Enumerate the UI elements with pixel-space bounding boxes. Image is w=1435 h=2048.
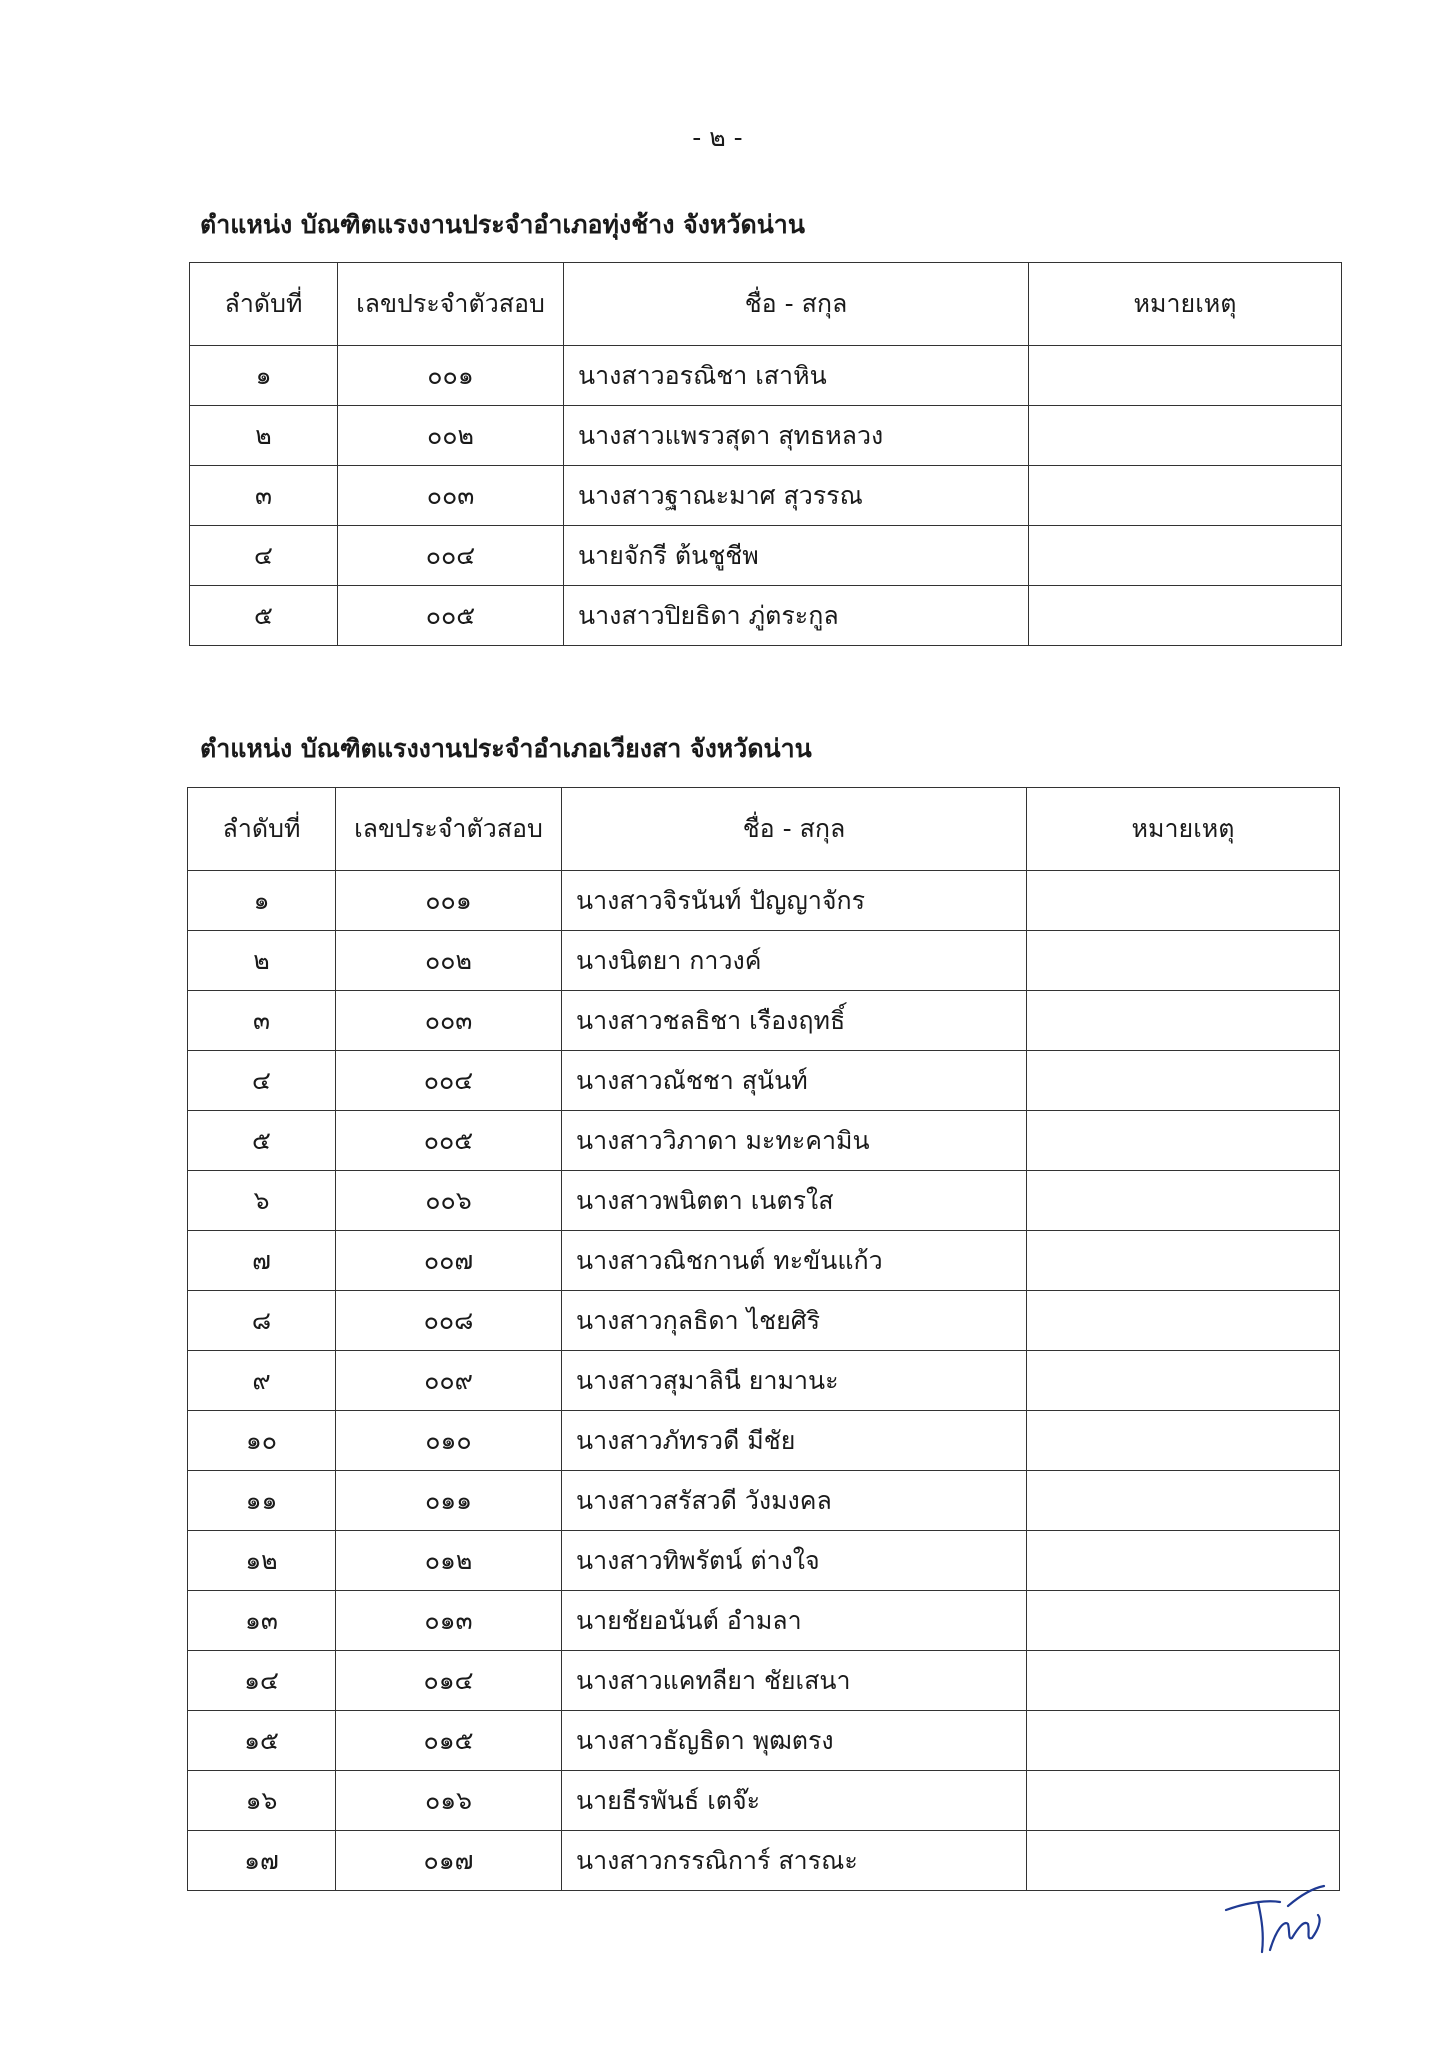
cell-exam-id: ๐๐๔ bbox=[338, 526, 564, 586]
cell-exam-id: ๐๐๕ bbox=[336, 1111, 562, 1171]
cell-exam-id: ๐๐๒ bbox=[336, 931, 562, 991]
cell-remark bbox=[1027, 1531, 1340, 1591]
cell-no: ๒ bbox=[188, 931, 336, 991]
header-name: ชื่อ - สกุล bbox=[564, 263, 1029, 346]
cell-no: ๘ bbox=[188, 1291, 336, 1351]
table-row bbox=[188, 991, 1340, 1051]
cell-name: นางสาวอรณิชา เสาหิน bbox=[564, 346, 1029, 406]
cell-name: นางสาวพนิตตา เนตรใส bbox=[562, 1171, 1027, 1231]
table-row bbox=[190, 406, 1342, 466]
header-name: ชื่อ - สกุล bbox=[562, 788, 1027, 871]
cell-no: ๑ bbox=[188, 871, 336, 931]
cell-name: นางสาววิภาดา มะทะคามิน bbox=[562, 1111, 1027, 1171]
cell-no: ๑ bbox=[190, 346, 338, 406]
table-row bbox=[188, 931, 1340, 991]
cell-exam-id: ๐๑๔ bbox=[336, 1651, 562, 1711]
cell-name: นางสาวณิชกานต์ ทะขันแก้ว bbox=[562, 1231, 1027, 1291]
table-row bbox=[188, 871, 1340, 931]
cell-remark bbox=[1027, 1411, 1340, 1471]
cell-exam-id: ๐๐๓ bbox=[338, 466, 564, 526]
cell-exam-id: ๐๐๗ bbox=[336, 1231, 562, 1291]
table-row bbox=[188, 1771, 1340, 1831]
cell-name: นางสาวกรรณิการ์ สารณะ bbox=[562, 1831, 1027, 1891]
cell-exam-id: ๐๐๔ bbox=[336, 1051, 562, 1111]
page-number: - ๒ - bbox=[692, 123, 743, 152]
cell-name: นางสาวปิยธิดา ภู่ตระกูล bbox=[564, 586, 1029, 646]
cell-remark bbox=[1027, 1171, 1340, 1231]
cell-remark bbox=[1029, 406, 1342, 466]
cell-exam-id: ๐๑๖ bbox=[336, 1771, 562, 1831]
cell-exam-id: ๐๐๙ bbox=[336, 1351, 562, 1411]
cell-remark bbox=[1029, 586, 1342, 646]
cell-no: ๑๒ bbox=[188, 1531, 336, 1591]
candidate-table bbox=[187, 787, 1340, 1891]
cell-remark bbox=[1027, 991, 1340, 1051]
section-heading: ตำแหน่ง บัณฑิตแรงงานประจำอำเภอทุ่งช้าง จังหวัดน่าน bbox=[200, 210, 805, 239]
table-row bbox=[188, 1471, 1340, 1531]
cell-no: ๓ bbox=[188, 991, 336, 1051]
candidate-table bbox=[189, 262, 1342, 646]
table-row bbox=[188, 1711, 1340, 1771]
cell-name: นางสาวจิรนันท์ ปัญญาจักร bbox=[562, 871, 1027, 931]
cell-remark bbox=[1029, 466, 1342, 526]
cell-no: ๑๐ bbox=[188, 1411, 336, 1471]
cell-no: ๑๔ bbox=[188, 1651, 336, 1711]
table-row bbox=[190, 526, 1342, 586]
cell-exam-id: ๐๐๒ bbox=[338, 406, 564, 466]
cell-remark bbox=[1027, 1651, 1340, 1711]
cell-remark bbox=[1027, 1291, 1340, 1351]
cell-name: นางสาวธัญธิดา พุฒตรง bbox=[562, 1711, 1027, 1771]
cell-exam-id: ๐๑๗ bbox=[336, 1831, 562, 1891]
cell-name: นางสาวชลธิชา เรืองฤทธิ์ bbox=[562, 991, 1027, 1051]
table-row bbox=[188, 1531, 1340, 1591]
cell-no: ๓ bbox=[190, 466, 338, 526]
cell-exam-id: ๐๐๑ bbox=[338, 346, 564, 406]
table-row bbox=[188, 1051, 1340, 1111]
signature-image bbox=[1218, 1880, 1328, 1960]
cell-name: นางสาวณัชชา สุนันท์ bbox=[562, 1051, 1027, 1111]
cell-name: นางสาวสรัสวดี วังมงคล bbox=[562, 1471, 1027, 1531]
cell-no: ๗ bbox=[188, 1231, 336, 1291]
cell-name: นายธีรพันธ์ เตจ๊ะ bbox=[562, 1771, 1027, 1831]
cell-exam-id: ๐๑๒ bbox=[336, 1531, 562, 1591]
table-row bbox=[188, 1831, 1340, 1891]
header-exam-id: เลขประจำตัวสอบ bbox=[338, 263, 564, 346]
header-exam-id: เลขประจำตัวสอบ bbox=[336, 788, 562, 871]
cell-no: ๖ bbox=[188, 1171, 336, 1231]
header-no: ลำดับที่ bbox=[190, 263, 338, 346]
cell-remark bbox=[1027, 1711, 1340, 1771]
cell-remark bbox=[1027, 1051, 1340, 1111]
table-row bbox=[190, 466, 1342, 526]
cell-name: นางสาวสุมาลินี ยามานะ bbox=[562, 1351, 1027, 1411]
table-row bbox=[188, 1411, 1340, 1471]
cell-name: นางสาวกุลธิดา ไชยศิริ bbox=[562, 1291, 1027, 1351]
table-row bbox=[188, 1591, 1340, 1651]
cell-no: ๕ bbox=[188, 1111, 336, 1171]
table-header-row bbox=[188, 788, 1340, 871]
table-row bbox=[190, 586, 1342, 646]
cell-remark bbox=[1027, 1351, 1340, 1411]
cell-name: นางสาวภัทรวดี มีชัย bbox=[562, 1411, 1027, 1471]
cell-exam-id: ๐๑๓ bbox=[336, 1591, 562, 1651]
cell-name: นางสาวฐาณะมาศ สุวรรณ bbox=[564, 466, 1029, 526]
cell-exam-id: ๐๐๕ bbox=[338, 586, 564, 646]
cell-exam-id: ๐๑๕ bbox=[336, 1711, 562, 1771]
section-heading: ตำแหน่ง บัณฑิตแรงงานประจำอำเภอเวียงสา จังหวัดน่าน bbox=[200, 734, 812, 763]
table-row bbox=[188, 1111, 1340, 1171]
table-row bbox=[188, 1351, 1340, 1411]
cell-exam-id: ๐๐๑ bbox=[336, 871, 562, 931]
table-row bbox=[188, 1651, 1340, 1711]
header-no: ลำดับที่ bbox=[188, 788, 336, 871]
cell-exam-id: ๐๐๘ bbox=[336, 1291, 562, 1351]
table-row bbox=[188, 1171, 1340, 1231]
header-remark: หมายเหตุ bbox=[1029, 263, 1342, 346]
cell-remark bbox=[1029, 346, 1342, 406]
cell-no: ๑๓ bbox=[188, 1591, 336, 1651]
cell-no: ๙ bbox=[188, 1351, 336, 1411]
cell-exam-id: ๐๐๖ bbox=[336, 1171, 562, 1231]
cell-no: ๔ bbox=[188, 1051, 336, 1111]
cell-no: ๑๖ bbox=[188, 1771, 336, 1831]
cell-remark bbox=[1029, 526, 1342, 586]
table-row bbox=[188, 1291, 1340, 1351]
cell-no: ๕ bbox=[190, 586, 338, 646]
cell-no: ๑๕ bbox=[188, 1711, 336, 1771]
cell-exam-id: ๐๑๑ bbox=[336, 1471, 562, 1531]
table-header-row bbox=[190, 263, 1342, 346]
cell-exam-id: ๐๐๓ bbox=[336, 991, 562, 1051]
cell-remark bbox=[1027, 1471, 1340, 1531]
table-row bbox=[190, 346, 1342, 406]
cell-name: นายชัยอนันต์ อำมลา bbox=[562, 1591, 1027, 1651]
cell-remark bbox=[1027, 871, 1340, 931]
cell-name: นายจักรี ต้นชูชีพ bbox=[564, 526, 1029, 586]
cell-no: ๒ bbox=[190, 406, 338, 466]
cell-no: ๑๑ bbox=[188, 1471, 336, 1531]
cell-name: นางสาวแคทลียา ชัยเสนา bbox=[562, 1651, 1027, 1711]
cell-name: นางสาวแพรวสุดา สุทธหลวง bbox=[564, 406, 1029, 466]
cell-name: นางสาวทิพรัตน์ ต่างใจ bbox=[562, 1531, 1027, 1591]
cell-no: ๔ bbox=[190, 526, 338, 586]
cell-name: นางนิตยา กาวงค์ bbox=[562, 931, 1027, 991]
cell-exam-id: ๐๑๐ bbox=[336, 1411, 562, 1471]
cell-remark bbox=[1027, 1591, 1340, 1651]
cell-remark bbox=[1027, 931, 1340, 991]
cell-no: ๑๗ bbox=[188, 1831, 336, 1891]
table-row bbox=[188, 1231, 1340, 1291]
cell-remark bbox=[1027, 1771, 1340, 1831]
header-remark: หมายเหตุ bbox=[1027, 788, 1340, 871]
cell-remark bbox=[1027, 1231, 1340, 1291]
cell-remark bbox=[1027, 1111, 1340, 1171]
